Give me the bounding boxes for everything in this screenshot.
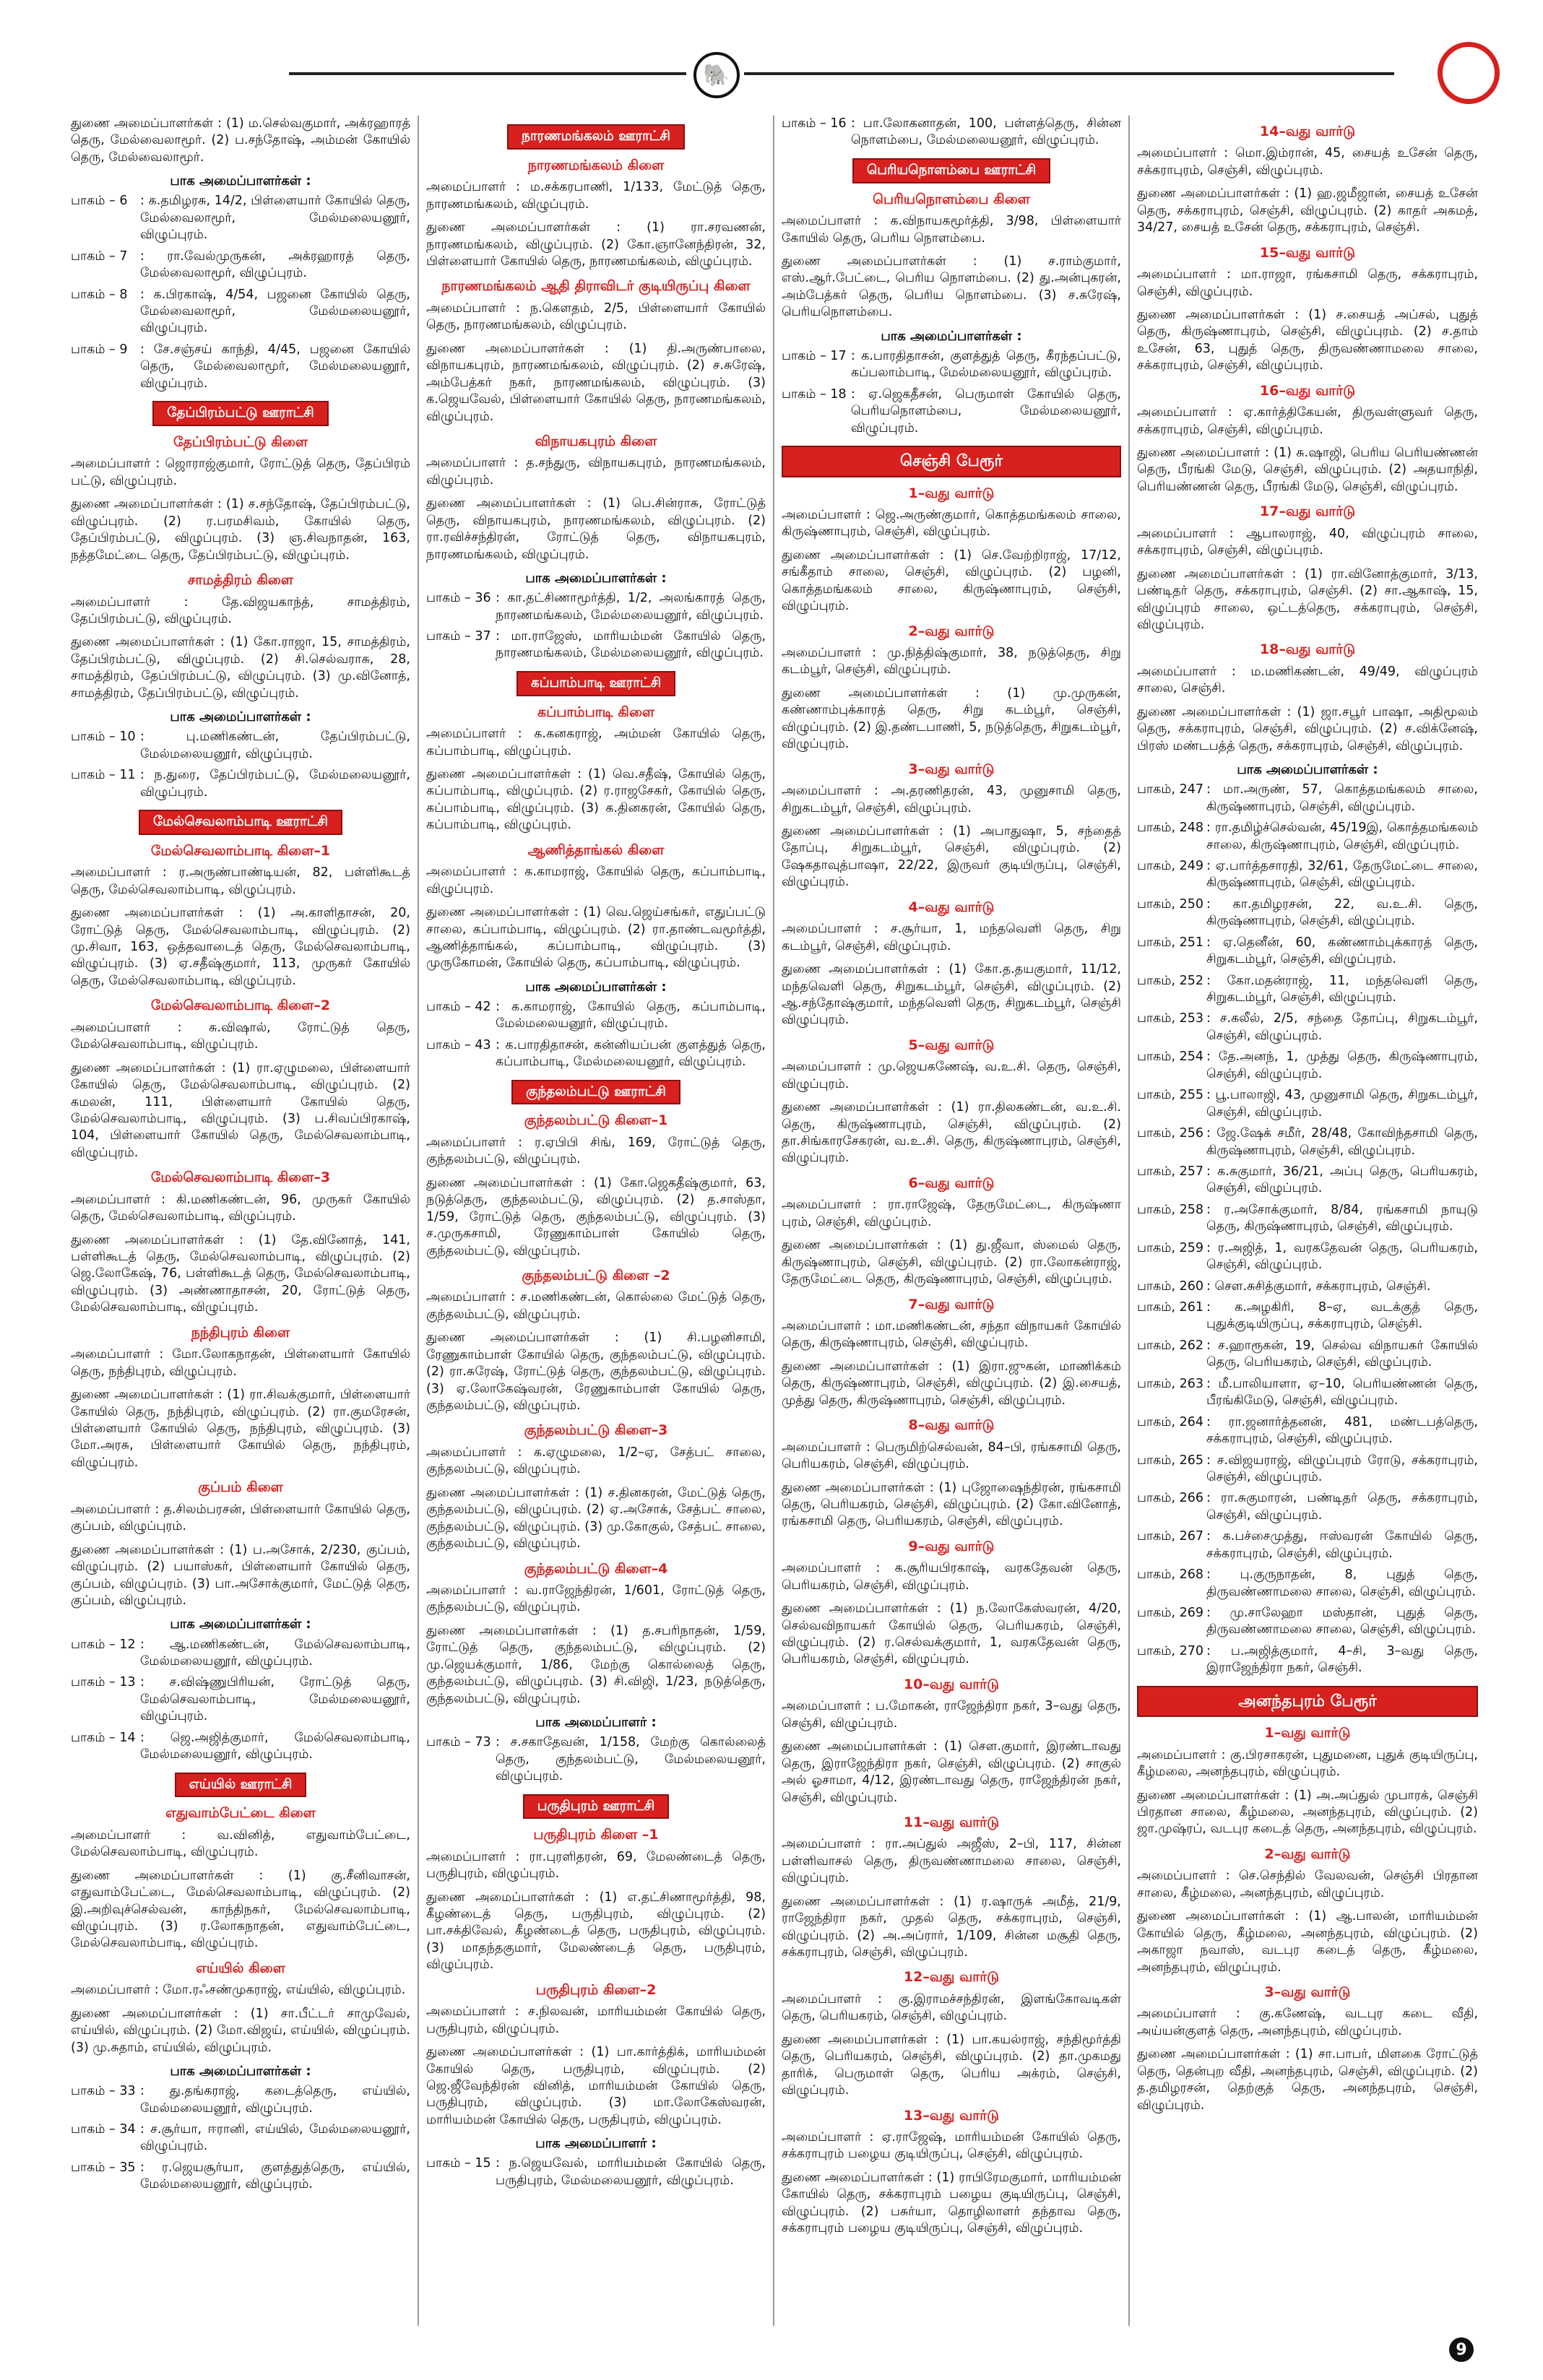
booth-row — [1137, 1164, 1478, 1198]
paragraph: அமைப்பாளர் : மு.ஜெயகணேஷ், வ.உ.சி. தெரு, செஞ்சி, விழுப்புரம். — [782, 1060, 1121, 1091]
booth-value: : ந.ஜெயவேல், மாரியம்மன் கோயில் தெரு, பருதிபுரம், மேல்மலையனூர், விழுப்புரம். — [496, 2156, 766, 2188]
booth-value: : மு.சாலேஹா மஸ்தான், புதுத் தெரு, திருவண்ணாமலை சாலை, செஞ்சி, விழுப்புரம். — [1206, 1606, 1478, 1637]
paragraph: துணை அமைப்பாளர்கள் : (1) புஜோஷைந்திரன், ரங்கசாமி தெரு, பெரியகரம், செஞ்சி, விழுப்புரம். (2) கோ.வினோத், ரங்கசாமி தெரு, பெரியகரம், செஞ்சி, விழுப்புரம். — [782, 1480, 1121, 1529]
paragraph: துணை அமைப்பாளர்கள் : (1) ச.தினகரன், மேட்டுத் தெரு, குந்தலம்பட்டு, விழுப்புரம். (2) ஏ.அசோக், சேத்பட் சாலை, குந்தலம்பட்டு, விழுப்புரம். (3) மு.கோகுல், சேத்பட் சாலை, குந்தலம்பட்டு, விழுப்புரம். — [426, 1485, 766, 1552]
booth-value: : ச.விஷ்ணுபிரியன், ரோட்டுத் தெரு, மேல்செவலாம்பாடி, மேல்மலையனூர், விழுப்புரம். — [140, 1675, 410, 1724]
booth-value: : மா.ராஜேஸ், மாரியம்மன் கோயில் தெரு, நாரணமங்கலம், மேல்மலையனூர், விழுப்புரம். — [496, 629, 766, 661]
panchayat-banner: நாரணமங்கலம் ஊராட்சி — [507, 124, 685, 150]
branch-heading: 7–வது வார்டு — [908, 1296, 995, 1312]
booth-value: : தே.அனந், 1, முத்து தெரு, கிருஷ்ணாபுரம், செஞ்சி, விழுப்புரம். — [1206, 1050, 1478, 1081]
booth-value: : பு.குருநாதன், 8, புதுத் தெரு, திருவண்ணாமலை சாலை, செஞ்சி, விழுப்புரம். — [1206, 1567, 1478, 1599]
booth-value: : ப.அஜித்குமார், 4–சி, 3–வது தெரு, இராஜேந்திரா நகர், செஞ்சி. — [1206, 1643, 1478, 1676]
booth-value: : து.தங்கராஜ், கடைத்தெரு, எய்யில், மேல்மலையனூர், விழுப்புரம். — [140, 2084, 410, 2116]
booth-row — [71, 2083, 410, 2117]
section-subheading: பாக அமைப்பாளர்கள் : — [525, 571, 667, 587]
elephant-emblem-icon: 🐘 — [693, 52, 740, 98]
section-subheading: பாக அமைப்பாளர்கள் : — [1237, 762, 1378, 778]
booth-value: : மீ.பாலியாளா, ஏ–10, பெரியண்ணன் தெரு, பீரங்கிமேடு, செஞ்சி, விழுப்புரம். — [1206, 1376, 1478, 1408]
paragraph: துணை அமைப்பாளர்கள் : (1) ச.ராம்குமார், எஸ்.ஆர்.பேட்டை, பெரிய நொளம்பை. (2) து.அன்புகரன், அம்பேத்கர் தெரு, பெரிய நொளம்பை. (3) ச.சுரேஷ், பெரியநொளம்பை. — [782, 254, 1121, 320]
booth-value: : பு.மணிகண்டன், தேப்பிரம்பட்டு, மேல்மலையனூர், விழுப்புரம். — [140, 730, 410, 761]
booth-label: பாகம், 257 — [1137, 1164, 1203, 1179]
panchayat-banner: அனந்தபுரம் பேரூர் — [1137, 1686, 1478, 1717]
booth-row — [71, 2121, 410, 2155]
booth-row — [71, 729, 410, 763]
paragraph: துணை அமைப்பாளர்கள் : (1) பா.கயல்ராஜ், சந்திமூர்த்தி தெரு, பெரியகரம், செஞ்சி, விழுப்புரம். (2) தா.முகமது தாரிக், பெருமாள் தெரு, பெரிய அக்ரம், செஞ்சி, விழுப்புரம். — [782, 2032, 1121, 2098]
paragraph: அமைப்பாளர் : க.சூரியபிரகாஷ், வரகதேவன் தெரு, பெரியகரம், செஞ்சி, விழுப்புரம். — [782, 1561, 1121, 1593]
paragraph: துணை அமைப்பாளர்கள் : (1) இரா.ஜுகன், மாணிக்கம் தெரு, கிருஷ்ணாபுரம், செஞ்சி, விழுப்புரம். (2) இ.சையத், முத்து தெரு, கிருஷ்ணாபுரம், செஞ்சி, விழுப்புரம். — [782, 1359, 1121, 1408]
booth-value: : ரா.சுகுமாரன், பண்டிதர் தெரு, சக்கராபுரம், செஞ்சி, விழுப்புரம். — [1206, 1491, 1478, 1523]
booth-row — [1137, 896, 1478, 930]
booth-label: பாகம் – 17 — [782, 348, 847, 363]
branch-heading: எதுவாம்பேட்டை கிளை — [165, 1805, 316, 1822]
paragraph: அமைப்பாளர் : ச.நிலவன், மாரியம்மன் கோயில் தெரு, பருதிபுரம், விழுப்புரம். — [426, 2004, 766, 2036]
booth-label: பாகம், 259 — [1137, 1240, 1203, 1255]
paragraph: துணை அமைப்பாளர்கள் : (1) கோ.ஜெகதீஷ்குமார், 63, நடுத்தெரு, குந்தலம்பட்டு, விழுப்புரம். (2) த.சாஸ்தா, 1/59, ரோட்டுத் தெரு, குந்தலம்பட்டு, விழுப்புரம். (3) ச.முருகசாமி, ரேணுகாம்பாள் கோயில் தெரு, குந்தலம்பட்டு, விழுப்புரம். — [426, 1175, 766, 1258]
header-rule-left — [289, 72, 686, 75]
booth-row — [426, 1037, 766, 1071]
booth-row — [1137, 1299, 1478, 1333]
booth-label: பாகம், 261 — [1137, 1300, 1203, 1315]
booth-row — [1137, 1338, 1478, 1372]
booth-row — [1137, 820, 1478, 854]
booth-label: பாகம் – 73 — [426, 1735, 491, 1750]
booth-row — [71, 1674, 410, 1725]
booth-label: பாகம் – 42 — [426, 999, 491, 1014]
paragraph: துணை அமைப்பாளர்கள் : (1) தே.வினோத், 141, பள்ளிகூடத் தெரு, மேல்செவலாம்பாடி, விழுப்புரம். (2) ஜெ.லோகேஷ், 76, பள்ளிகூடத் தெரு, மேல்செவலாம்பாடி, விழுப்புரம். (3) அண்ணாதாசன், 20, ரோட்டுத் தெரு, மேல்செவலாம்பாடி, விழுப்புரம். — [71, 1232, 410, 1315]
paragraph: அமைப்பாளர் : சு.விஷால், ரோட்டுத் தெரு, மேல்செவலாம்பாடி, விழுப்புரம். — [71, 1020, 410, 1052]
booth-value: : ர.அஜித், 1, வரகதேவன் தெரு, பெரியகரம், செஞ்சி, விழுப்புரம். — [1206, 1240, 1478, 1273]
branch-heading: 12–வது வார்டு — [903, 1969, 1000, 1986]
booth-row — [71, 342, 410, 392]
panchayat-banner: எய்யில் ஊராட்சி — [175, 1773, 307, 1798]
booth-label: பாகம் – 8 — [71, 287, 128, 302]
paragraph: அமைப்பாளர் : ஏ.கார்த்திகேயன், திருவள்ளுவர் தெரு, சக்கராபுரம், செஞ்சி, விழுப்புரம். — [1137, 405, 1478, 437]
paragraph: துணை அமைப்பாளர்கள் : (1) கோ.த.தயகுமார், 11/12, மந்தவெளி தெரு, சிறுகடம்பூர், செஞ்சி, விழுப்புரம். (2) ஆ.சந்தோஷ்குமார், மந்தவெளி தெரு, சிறுகடம்பூர், செஞ்சி விழுப்புரம். — [782, 962, 1121, 1028]
booth-value: : ஏ.ஜெகதீசன், பெருமாள் கோயில் தெரு, பெரியநொளம்பை, மேல்மலையனூர், விழுப்புரம். — [851, 386, 1121, 436]
booth-label: பாகம், 263 — [1137, 1376, 1203, 1391]
booth-label: பாகம், 265 — [1137, 1453, 1203, 1468]
booth-label: பாகம், 250 — [1137, 896, 1203, 912]
booth-value: : ச.ஹாரூகன், 19, செல்வ விநாயகர் கோயில் தெரு, பெரியகரம், செஞ்சி, விழுப்புரம். — [1206, 1338, 1478, 1370]
branch-heading: குந்தலம்பட்டு கிளை–4 — [524, 1560, 668, 1577]
booth-label: பாகம் – 12 — [71, 1637, 136, 1652]
booth-value: : கோ.மதன்ராஜ், 11, மந்தவெளி தெரு, சிறுகடம்பூர், செஞ்சி, விழுப்புரம். — [1206, 973, 1478, 1005]
booth-label: பாகம் – 13 — [71, 1675, 136, 1690]
paragraph: அமைப்பாளர் : மோ.லோகநாதன், பிள்ளையார் கோயில் தெரு, நந்திபுரம், விழுப்புரம். — [71, 1347, 410, 1379]
booth-label: பாகம் – 18 — [782, 386, 847, 402]
paragraph: துணை அமைப்பாளர்கள் : (1) ரா.சரவணன், நாரணமங்கலம், விழுப்புரம். (2) கோ.ஞானேந்திரன், 32, பிள்ளையார் கோயில் தெரு, நாரணமங்கலம், விழுப்புரம். — [426, 220, 766, 269]
booth-row — [71, 193, 410, 243]
booth-value: : ரா.தமிழ்ச்செல்வன், 45/19இ, கொத்தமங்கலம் சாலை, கிருஷ்ணாபுரம், செஞ்சி, விழுப்புரம். — [1206, 821, 1478, 852]
paragraph: துணை அமைப்பாளர்கள் : (1) எ.தட்சிணாமூர்த்தி, 98, கீழண்டைத் தெரு, பருதிபுரம், விழுப்புரம். (2) பா.சக்திவேல், கீழண்டைத் தெரு, பருதிபுரம், விழுப்புரம். (3) மாதந்தகுமார், மேலண்டைத் தெரு, பருதிபுரம், விழுப்புரம். — [426, 1890, 766, 1973]
paragraph: துணை அமைப்பாளர்கள் : (1) வெ.சதீஷ், கோயில் தெரு, கப்பாம்பாடி, விழுப்புரம். (2) ர.ராஜசேகர், கோயில் தெரு, கப்பாம்பாடி, விழுப்புரம். (3) க.தினகரன், கோயில் தெரு, கப்பாம்பாடி, விழுப்புரம். — [426, 766, 766, 833]
booth-value: : கா.தமிழரசன், 22, வ.உ.சி. தெரு, கிருஷ்ணாபுரம், செஞ்சி, விழுப்புரம். — [1206, 896, 1478, 929]
booth-value: : க.பிரகாஷ், 4/54, பஜனை கோயில் தெரு, மேல்வைலாமூர், மேல்மலையனூர், விழுப்புரம். — [140, 287, 410, 336]
paragraph: அமைப்பாளர் : ஜெ.அருண்குமார், கொத்தமங்கலம் சாலை, கிருஷ்ணாபுரம், செஞ்சி, விழுப்புரம். — [782, 507, 1121, 540]
booth-value: : பா.லோகனாதன், 100, பள்ளத்தெரு, சின்ன நொளம்பை, மேல்மலையனூர், விழுப்புரம். — [851, 116, 1121, 148]
branch-heading: நந்திபுரம் கிளை — [191, 1324, 290, 1341]
booth-value: : ச.சகாதேவன், 1/158, மேற்கு கொல்லைத் தெரு, குந்தலம்பட்டு, மேல்மலையனூர், விழுப்புரம். — [496, 1735, 766, 1784]
booth-row — [71, 1730, 410, 1764]
booth-value: : க.பச்சைமுத்து, ஈஸ்வரன் கோயில் தெரு, சக்கராபுரம், செஞ்சி, விழுப்புரம். — [1206, 1529, 1478, 1561]
page-header — [0, 0, 1543, 123]
booth-row — [782, 348, 1121, 382]
section-subheading: பாக அமைப்பாளர்கள் : — [525, 979, 667, 995]
panchayat-banner: கப்பாம்பாடி ஊராட்சி — [517, 671, 675, 696]
branch-heading: 1–வது வார்டு — [908, 485, 995, 501]
paragraph: அமைப்பாளர் : வ.வினித், எதுவாம்பேட்டை, மேல்செவலாம்பாடி, விழுப்புரம். — [71, 1827, 410, 1860]
booth-value: : க.காமராஜ், கோயில் தெரு, கப்பாம்பாடி, மேல்மலையனூர், விழுப்புரம். — [496, 999, 766, 1031]
paragraph: அமைப்பாளர் : செ.செந்தில் வேலவன், செஞ்சி பிரதான சாலை, கீழ்மலை, அனந்தபுரம், விழுப்புரம். — [1137, 1869, 1478, 1900]
section-subheading: பாக அமைப்பாளர்கள் : — [170, 1617, 311, 1632]
booth-row — [1137, 973, 1478, 1007]
booth-label: பாகம் – 33 — [71, 2084, 136, 2099]
booth-row — [1137, 1240, 1478, 1274]
branch-heading: 16–வது வார்டு — [1259, 382, 1356, 399]
paragraph: அமைப்பாளர் : க.காமராஜ், கோயில் தெரு, கப்பாம்பாடி, விழுப்புரம். — [426, 865, 766, 896]
branch-heading: 10–வது வார்டு — [903, 1676, 1000, 1692]
column-3 — [774, 116, 1130, 2326]
booth-row — [1137, 1567, 1478, 1601]
booth-row — [1137, 1490, 1478, 1524]
booth-value: : ச.விஜயராஜ், விழுப்புரம் ரோடு, சக்கராபுரம், செஞ்சி, விழுப்புரம். — [1206, 1453, 1478, 1484]
branch-heading: 14–வது வார்டு — [1259, 124, 1356, 139]
booth-label: பாகம், 262 — [1137, 1338, 1203, 1353]
paragraph: அமைப்பாளர் : ஜொராஜ்குமார், ரோட்டுத் தெரு, தேப்பிரம் பட்டு, விழுப்புரம். — [71, 456, 410, 488]
booth-row — [1137, 1087, 1478, 1121]
booth-label: பாகம் – 14 — [71, 1730, 136, 1745]
paragraph: துணை அமைப்பாளர்கள் : (1) ரா.வினோத்குமார், 3/13, பண்டிதர் தெரு, சக்கராபுரம், செஞ்சி. (2) சா.ஆகாஷ், 15, விழுப்புரம் சாலை, ஒட்டத்தெரு, சக்கராபுரம், செஞ்சி, விழுப்புரம். — [1137, 566, 1478, 632]
branch-heading: கப்பாம்பாடி கிளை — [537, 704, 655, 720]
section-subheading: பாக அமைப்பாளர்கள் : — [170, 2064, 311, 2080]
paragraph: அமைப்பாளர் : கு.இராமச்சந்திரன், இளங்கோவடிகள் தெரு, பெரியகரம், செஞ்சி, விழுப்புரம். — [782, 1991, 1121, 2024]
header-rule-right — [744, 72, 1394, 75]
paragraph: அமைப்பாளர் : ச.சூர்யா, 1, மந்தவெளி தெரு, சிறு கடம்பூர், செஞ்சி, விழுப்புரம். — [782, 922, 1121, 953]
paragraph: அமைப்பாளர் : ம.மணிகண்டன், 49/49, விழுப்புரம் சாலை, செஞ்சி. — [1137, 664, 1478, 696]
booth-row — [1137, 1453, 1478, 1487]
paragraph: துணை அமைப்பாளர்கள் : (1) த.சபரிநாதன், 1/59, ரோட்டுத் தெரு, குந்தலம்பட்டு, விழுப்புரம். (2) மு.ஜெயக்குமார், 1/86, மேற்கு கொல்லைத் தெரு, குந்தலம்பட்டு, விழுப்புரம். (3) சி.விஜி, 1/23, நடுத்தெரு, குந்தலம்பட்டு, விழுப்புரம். — [426, 1623, 766, 1706]
branch-heading: பருதிபுரம் கிளை –1 — [533, 1827, 659, 1843]
paragraph: துணை அமைப்பாளர்கள் : (1) ர.ஷாருக் அமீத், 21/9, ராஜேந்திரா நகர், முதல் தெரு, சக்கராபுரம், செஞ்சி, விழுப்புரம். (2) அ.அப்ரார், 1/109, சின்ன மசூதி தெரு, சக்கராபுரம், செஞ்சி, விழுப்புரம். — [782, 1894, 1121, 1960]
booth-label: பாகம், 267 — [1137, 1529, 1203, 1544]
booth-value: : ந.துரை, தேப்பிரம்பட்டு, மேல்மலையனூர், விழுப்புரம். — [140, 768, 410, 800]
branch-heading: நாரணமங்கலம் கிளை — [527, 157, 665, 173]
panchayat-banner: பருதிபுரம் ஊராட்சி — [523, 1794, 669, 1819]
branch-heading: 2–வது வார்டு — [1264, 1845, 1351, 1862]
paragraph: அமைப்பாளர் : பெருமிற்செல்வன், 84–பி, ரங்கசாமி தெரு, பெரியகரம், செஞ்சி, விழுப்புரம். — [782, 1440, 1121, 1472]
branch-heading: விநாயகபுரம் கிளை — [535, 433, 657, 449]
paragraph: துணை அமைப்பாளர்கள் : (1) தி.அருண்பாலை, விநாயகபுரம், நாரணமங்கலம், விழுப்புரம். (2) ச.சுரேஷ், அம்பேத்கர் நகர், நாரணமங்கலம், விழுப்புரம். (3) க.ஜெயவேல், பிள்ளையார் கோயில் தெரு, நாரணமங்கலம், விழுப்புரம். — [426, 341, 766, 424]
branch-heading: 1–வது வார்டு — [1264, 1725, 1351, 1741]
paragraph: அமைப்பாளர் : ஆபாலராஜ், 40, விழுப்புரம் சாலை, சக்கராபுரம், செஞ்சி, விழுப்புரம். — [1137, 526, 1478, 558]
branch-heading: 3–வது வார்டு — [908, 761, 995, 777]
section-subheading: பாக அமைப்பாளர்கள் : — [170, 173, 311, 189]
booth-label: பாகம் – 16 — [782, 116, 847, 131]
paragraph: அமைப்பாளர் : வ.ராஜேந்திரன், 1/601, ரோட்டுத் தெரு, குந்தலம்பட்டு, விழுப்புரம். — [426, 1583, 766, 1615]
booth-value: : மா.அருண், 57, கொத்தமங்கலம் சாலை, கிருஷ்ணாபுரம், செஞ்சி, விழுப்புரம். — [1206, 782, 1478, 814]
paragraph: துணை அமைப்பாளர்கள் : (1) அ.அப்துல் முபாரக், செஞ்சி பிரதான சாலை, கீழ்மலை, அனந்தபுரம், விழுப்புரம். (2) ஜா.முஷ்ரப், வடபுர கடைத் தெரு, அனந்தபுரம், விழுப்புரம். — [1137, 1788, 1478, 1837]
panchayat-banner: செஞ்சி பேரூர் — [782, 446, 1121, 477]
booth-row — [1137, 1011, 1478, 1044]
branch-heading: 4–வது வார்டு — [908, 899, 995, 915]
panchayat-banner: குந்தலம்பட்டு ஊராட்சி — [511, 1080, 680, 1105]
paragraph: துணை அமைப்பாளர்கள் : (1) பெ.சின்ராசு, ரோட்டுத் தெரு, விநாயகபுரம், நாரணமங்கலம், விழுப்புரம். (2) ரா.ரவிச்சந்திரன், ரோட்டுத் தெரு, விநாயகபுரம், நாரணமங்கலம், விழுப்புரம். — [426, 496, 766, 562]
paragraph: அமைப்பாளர் : கு.பிரசாகரன், புதுமனை, புதுக் குடியிருப்பு, கீழ்மலை, அனந்தபுரம், விழுப்புரம். — [1137, 1747, 1478, 1780]
paragraph: அமைப்பாளர் : ரா.அப்துல் அஜீஸ், 2–பி, 117, சின்ன பள்ளிவாசல் தெரு, திருவண்ணாமலை சாலை, செஞ்சி, விழுப்புரம். — [782, 1837, 1121, 1886]
booth-row — [1137, 858, 1478, 892]
branch-heading: எய்யில் கிளை — [196, 1960, 285, 1976]
booth-row — [1137, 1125, 1478, 1159]
paragraph: துணை அமைப்பாளர்கள் : (1) கு.சீனிவாசன், எதுவாம்பேட்டை, மேல்செவலாம்பாடி, விழுப்புரம். (2) இ.அறிவுச்செல்வன், காந்திநகர், மேல்செவலாம்பாடி, விழுப்புரம். (3) ர.லோகநாதன், எதுவாம்பேட்டை, மேல்செவலாம்பாடி, விழுப்புரம். — [71, 1868, 410, 1951]
booth-value: : பூ.பாலாஜி, 43, முனுசாமி தெரு, சிறுகடம்பூர், செஞ்சி, விழுப்புரம். — [1206, 1088, 1478, 1120]
page-number: 9 — [1449, 2337, 1474, 2362]
section-subheading: பாக அமைப்பாளர் : — [535, 1715, 657, 1731]
booth-label: பாகம் – 15 — [426, 2156, 491, 2171]
paragraph: துணை அமைப்பாளர்கள் : (1) ச.சந்தோஷ், தேப்பிரம்பட்டு, விழுப்புரம். (2) ர.பரமசிவம், கோயில் தெரு, தேப்பிரம்பட்டு, விழுப்புரம். (3) ஞ.சிவநாதன், 163, நத்தமேட்டை தெரு, தேப்பிரம்பட்டு, விழுப்புரம். — [71, 497, 410, 563]
paragraph: துணை அமைப்பாளர்கள் : (1) ரா.ஏழுமலை, பிள்ளையார் கோயில் தெரு, மேல்செவலாம்பாடி, விழுப்புரம். (2) கமலன், 111, பிள்ளையார் கோயில் தெரு, மேல்செவலாம்பாடி, விழுப்புரம். (3) ப.சிவப்பிரகாஷ், 104, பிள்ளையார் கோயில் தெரு, மேல்செவலாம்பாடி, விழுப்புரம். — [71, 1060, 410, 1160]
booth-label: பாகம் – 35 — [71, 2160, 136, 2175]
branch-heading: சாமத்திரம் கிளை — [187, 572, 294, 589]
paragraph: துணை அமைப்பாளர்கள் : (1) ராபிரேமகுமார், மாரியம்மன் கோயில் தெரு, சக்கராபுரம் பழைய குடியிருப்பு, செஞ்சி, விழுப்புரம். (2) பசுர்யா, தொழிலாளர் தந்தாவ தெரு, சக்கராபுரம் பழைய குடியிருப்பு, செஞ்சி, விழுப்புரம். — [782, 2170, 1121, 2236]
booth-label: பாகம், 251 — [1137, 935, 1203, 950]
paragraph: துணை அமைப்பாளர்கள் : (1) மு.முருகன், கண்ணாம்புக்காரத் தெரு, சிறு கடம்பூர், செஞ்சி, விழுப்புரம். (2) இ.தண்டபாணி, 5, நடுத்தெரு, சிறுகடம்பூர், விழுப்புரம். — [782, 685, 1121, 752]
section-subheading: பாக அமைப்பாளர்கள் : — [881, 328, 1022, 344]
article-columns — [64, 116, 1487, 2326]
booth-value: : க.பாரதிதாசன், குளத்துத் தெரு, கீரந்தப்பட்டு, கப்பலாம்பாடி, மேல்மலையனூர், விழுப்புரம். — [851, 348, 1121, 381]
branch-heading: குந்தலம்பட்டு கிளை–3 — [524, 1422, 668, 1439]
booth-label: பாகம் – 11 — [71, 768, 136, 783]
booth-row — [1137, 935, 1478, 969]
branch-heading: 3–வது வார்டு — [1264, 1983, 1351, 2000]
paragraph: அமைப்பாளர் : த.சந்துரு, விநாயகபுரம், நாரணமங்கலம், விழுப்புரம். — [426, 456, 766, 488]
booth-label: பாகம், 270 — [1137, 1643, 1203, 1658]
paragraph: அமைப்பாளர் : தே.விஜயகாந்த், சாமத்திரம், தேப்பிரம்பட்டு, விழுப்புரம். — [71, 594, 410, 626]
branch-heading: குந்தலம்பட்டு கிளை–1 — [524, 1112, 668, 1129]
paragraph: துணை அமைப்பாளர்கள் : (1) து.ஜீவா, ஸ்மைல் தெரு, கிருஷ்ணாபுரம், செஞ்சி, விழுப்புரம். (2) ரா.லோகன்ராஜ், தேருமேட்டை தெரு, கிருஷ்ணாபுரம், செஞ்சி, விழுப்புரம். — [782, 1238, 1121, 1287]
booth-value: : க.அழகிரி, 8–ஏ, வடக்குத் தெரு, புதுக்குடியிருப்பு, சக்கராபுரம், செஞ்சி. — [1206, 1300, 1478, 1332]
booth-value: : க.பாரதிதாசன், கன்னியப்பன் குளத்துத் தெரு, கப்பாம்பாடி, மேல்மலையனூர், விழுப்புரம். — [496, 1037, 766, 1070]
booth-row — [426, 1734, 766, 1785]
booth-row — [1137, 1605, 1478, 1639]
branch-heading: ஆணித்தாங்கல் கிளை — [527, 841, 665, 858]
branch-heading: மேல்செவலாம்பாடி கிளை–2 — [150, 998, 331, 1014]
branch-heading: மேல்செவலாம்பாடி கிளை–3 — [150, 1169, 331, 1186]
booth-row — [426, 628, 766, 662]
booth-label: பாகம், 249 — [1137, 858, 1203, 873]
booth-row — [71, 287, 410, 337]
branch-heading: 11–வது வார்டு — [903, 1814, 1000, 1830]
branch-heading: பருதிபுரம் கிளை–2 — [535, 1981, 657, 1998]
booth-value: : ரா.ஜனார்த்தனன், 481, மண்டபத்தெரு, சக்கராபுரம், செஞ்சி, விழுப்புரம். — [1206, 1414, 1478, 1447]
branch-heading: 9–வது வார்டு — [908, 1538, 995, 1554]
column-2 — [419, 116, 774, 2326]
branch-heading: 13–வது வார்டு — [903, 2107, 1000, 2124]
booth-row — [71, 767, 410, 801]
paragraph: அமைப்பாளர் : ஏ.ராஜேஷ், மாரியம்மன் கோயில் தெரு, சக்கராபுரம் பழைய குடியிருப்பு, செஞ்சி, விழுப்புரம். — [782, 2130, 1121, 2162]
booth-row — [1137, 1414, 1478, 1448]
booth-value: : ர.ஜெயசூர்யா, குளத்துத்தெரு, எய்யில், மேல்மலையனூர், விழுப்புரம். — [140, 2160, 410, 2192]
booth-label: பாகம், 264 — [1137, 1414, 1203, 1429]
booth-value: : ஜே.ஷேக் சமீர், 28/48, கோவிந்தசாமி தெரு, கிருஷ்ணாபுரம், செஞ்சி, விழுப்புரம். — [1206, 1126, 1478, 1158]
paragraph: துணை அமைப்பாளர்கள் : (1) ஜா.சபூர் பாஷா, அதிமூலம் தெரு, சக்கராபுரம், செஞ்சி, விழுப்புரம். (2) ச.விக்னேஷ், பிரஸ் மண்டபத்த் தெரு, சக்கராபுரம், செஞ்சி, விழுப்புரம். — [1137, 704, 1478, 753]
booth-value: : ரா.வேல்முருகன், அக்ரஹாரத் தெரு, மேல்வைலாமூர், விழுப்புரம். — [140, 248, 410, 281]
booth-label: பாகம், 269 — [1137, 1606, 1203, 1620]
booth-row — [1137, 1278, 1478, 1295]
paragraph: அமைப்பாளர் : க.கனகராஜ், அம்மன் கோயில் தெரு, கப்பாம்பாடி, விழுப்புரம். — [426, 727, 766, 758]
booth-label: பாகம், 266 — [1137, 1491, 1203, 1506]
branch-heading: பெரியநொளம்பை கிளை — [873, 191, 1030, 207]
paragraph: அமைப்பாளர் : மொ.இம்ரான், 45, சையத் உசேன் தெரு, சக்கராபுரம், செஞ்சி, விழுப்புரம். — [1137, 146, 1478, 178]
paragraph: துணை அமைப்பாளர்கள் : (1) ரா.திலகண்டன், வ.உ.சி. தெரு, கிருஷ்ணாபுரம், செஞ்சி, விழுப்புரம். (2) தா.சிங்காரசேகரன், வ.உ.சி. தெரு, கிருஷ்ணாபுரம், செஞ்சி, விழுப்புரம். — [782, 1100, 1121, 1166]
branch-heading: 17–வது வார்டு — [1259, 503, 1356, 520]
booth-label: பாகம், 252 — [1137, 973, 1203, 988]
paragraph: அமைப்பாளர் : ச.மணிகண்டன், கொல்லை மேட்டுத் தெரு, குந்தலம்பட்டு, விழுப்புரம். — [426, 1290, 766, 1322]
paragraph: துணை அமைப்பாளர்கள் : (1) கோ.ராஜா, 15, சாமத்திரம், தேப்பிரம்பட்டு, விழுப்புரம். (2) சி.செல்வராசு, 28, சாமத்திரம், தேப்பிரம்பட்டு, விழுப்புரம். (3) மு.வினோத், சாமத்திரம், தேப்பிரம்பட்டு, விழுப்புரம். — [71, 635, 410, 701]
paragraph: அமைப்பாளர் : மா.மணிகண்டன், சந்தா விநாயகர் கோயில் தெரு, கிருஷ்ணாபுரம், செஞ்சி, விழுப்புரம். — [782, 1318, 1121, 1351]
paragraph: துணை அமைப்பாளர்கள் : (1) சி.பழனிசாமி, ரேணுகாம்பாள் கோயில் தெரு, குந்தலம்பட்டு, விழுப்புரம். (2) ரா.சுரேஷ், ரோட்டுத் தெரு, குந்தலம்பட்டு, விழுப்புரம். (3) ஏ.லோகேஷ்வரன், ரேணுகாம்பாள் கோயில் தெரு, குந்தலம்பட்டு, விழுப்புரம். — [426, 1330, 766, 1414]
booth-row — [1137, 1376, 1478, 1410]
booth-label: பாகம், 260 — [1137, 1278, 1203, 1294]
booth-label: பாகம் – 43 — [426, 1037, 491, 1052]
booth-label: பாகம் – 9 — [71, 342, 128, 357]
paragraph: துணை அமைப்பாளர் : (1) சு.ஷாஜி, பெரிய பெரியண்ணன் தெரு, பீரங்கி மேடு, செஞ்சி, விழுப்புரம். (2) அதயாநிதி, பெரியண்ணன் தெரு, பீரங்கி மேடு, செஞ்சி, விழுப்புரம். — [1137, 446, 1478, 494]
booth-value: : ஆ.மணிகண்டன், மேல்செவலாம்பாடி, மேல்மலையனூர், விழுப்புரம். — [140, 1637, 410, 1669]
paragraph: துணை அமைப்பாளர்கள் : (1) ப.அசோக், 2/230, குப்பம், விழுப்புரம். (2) பயாஸ்கர், பிள்ளையார் கோயில் தெரு, குப்பம், விழுப்புரம். (3) பா.அசோக்குமார், மேட்டுத் தெரு, குப்பம், விழுப்புரம். — [71, 1542, 410, 1608]
branch-heading: 6–வது வார்டு — [908, 1174, 995, 1191]
booth-row — [1137, 1643, 1478, 1677]
booth-label: பாகம் – 34 — [71, 2122, 136, 2137]
column-1 — [64, 116, 419, 2326]
branch-heading: நாரணமங்கலம் ஆதி திராவிடர் குடியிருப்பு கிளை — [441, 278, 751, 295]
section-subheading: பாக அமைப்பாளர்கள் : — [170, 709, 311, 725]
booth-value: : சே.சஞ்சய் காந்தி, 4/45, பஜனை கோயில் தெரு, மேல்வைலாமூர், மேல்மலையனூர், விழுப்புரம். — [140, 342, 410, 391]
paragraph: அமைப்பாளர் : ம.சக்கரபாணி, 1/133, மேட்டுத் தெரு, நாரணமங்கலம், விழுப்புரம். — [426, 180, 766, 212]
panchayat-banner: பெரியநொளம்பை ஊராட்சி — [852, 158, 1050, 183]
paragraph: துணை அமைப்பாளர்கள் : (1) சா.பாபர், மிளகை ரோட்டுத் தெரு, தென்புற வீதி, அனந்தபுரம், செஞ்சி, விழுப்புரம். (2) த.தமிழரசன், தெற்குத் தெரு, அனந்தபுரம், செஞ்சி, விழுப்புரம். — [1137, 2047, 1478, 2113]
booth-label: பாகம், 254 — [1137, 1050, 1203, 1065]
paragraph: அமைப்பாளர் : ரா.புரளிதரன், 69, மேலண்டைத் தெரு, பருதிபுரம், விழுப்புரம். — [426, 1849, 766, 1882]
branch-heading: குந்தலம்பட்டு கிளை –2 — [522, 1267, 670, 1284]
booth-value: : க.சுகுமார், 36/21, அப்பு தெரு, பெரியகரம், செஞ்சி, விழுப்புரம். — [1206, 1164, 1478, 1196]
booth-value: : கா.தட்சிணாமூர்த்தி, 1/2, அலங்காரத் தெரு, நாரணமங்கலம், மேல்மலையனூர், விழுப்புரம். — [496, 591, 766, 623]
branch-heading: 8–வது வார்டு — [908, 1417, 995, 1434]
booth-label: பாகம், 247 — [1137, 782, 1203, 797]
column-4 — [1130, 116, 1485, 2326]
paragraph: அமைப்பாளர் : ரா.ராஜேஷ், தேருமேட்டை, கிருஷ்ணா புரம், செஞ்சி, விழுப்புரம். — [782, 1198, 1121, 1229]
booth-row — [71, 2160, 410, 2194]
booth-row — [1137, 1528, 1478, 1562]
paragraph: அமைப்பாளர் : மா.ராஜா, ரங்கசாமி தெரு, சக்கராபுரம், செஞ்சி, விழுப்புரம். — [1137, 267, 1478, 299]
branch-heading: தேப்பிரம்பட்டு கிளை — [173, 434, 308, 451]
booth-value: : ஜெ.அஜித்குமார், மேல்செவலாம்பாடி, மேல்மலையனூர், விழுப்புரம். — [140, 1730, 410, 1762]
paragraph: துணை அமைப்பாளர்கள் : (1) ச.சையத் அப்சல், புதுத் தெரு, கிருஷ்ணாபுரம், செஞ்சி, விழுப்புரம். (2) ச.தாம் உசேன், 63, புதுத் தெரு, திருவண்ணாமலை சாலை, சக்கராபுரம், செஞ்சி, விழுப்புரம். — [1137, 307, 1478, 373]
booth-label: பாகம், 258 — [1137, 1202, 1203, 1217]
paragraph: அமைப்பாளர் : க.ஏழுமலை, 1/2–ஏ, சேத்பட் சாலை, குந்தலம்பட்டு, விழுப்புரம். — [426, 1445, 766, 1477]
booth-row — [71, 1637, 410, 1671]
booth-row — [1137, 1202, 1478, 1236]
paragraph: துணை அமைப்பாளர்கள் : (1) ரா.சிவக்குமார், பிள்ளையார் கோயில் தெரு, நந்திபுரம், விழுப்புரம். (2) ரா.குமரேசன், பிள்ளையார் கோயில் தெரு, நந்திபுரம், விழுப்புரம். (3) மோ.அரசு, பிள்ளையார் கோயில் தெரு, நந்திபுரம், விழுப்புரம். — [71, 1388, 410, 1470]
paragraph: அமைப்பாளர் : கு.கணேஷ், வடபுர கடை வீதி, அய்யன்குளத் தெரு, அனந்தபுரம், விழுப்புரம். — [1137, 2007, 1478, 2038]
paragraph: அமைப்பாளர் : க.விநாயகமூர்த்தி, 3/98, பிள்ளையார் கோயில் தெரு, பெரிய நொளம்பை. — [782, 214, 1121, 246]
paragraph: அமைப்பாளர் : ப.மோகன், ராஜேந்திரா நகர், 3–வது தெரு, செஞ்சி, விழுப்புரம். — [782, 1699, 1121, 1731]
booth-row — [1137, 782, 1478, 815]
booth-label: பாகம், 268 — [1137, 1567, 1203, 1583]
red-ring-icon — [1438, 42, 1500, 104]
booth-value: : ர.அசோக்குமார், 8/84, ரங்கசாமி நாயுடு தெரு, கிருஷ்ணாபுரம், செஞ்சி, விழுப்புரம். — [1206, 1202, 1478, 1234]
paragraph: துணை அமைப்பாளர்கள் : (1) அ.காளிதாசன், 20, ரோட்டுத் தெரு, மேல்செவலாம்பாடி, விழுப்புரம். (2) மு.சிவா, 163, ஒத்தவாடைத் தெரு, மேல்செவலாம்பாடி, விழுப்புரம். (3) ஏ.சதீஷ்குமார், 113, முருகர் கோயில் தெரு, மேல்செவலாம்பாடி, விழுப்புரம். — [71, 906, 410, 988]
booth-label: பாகம், 253 — [1137, 1011, 1203, 1026]
paragraph: துணை அமைப்பாளர்கள் : (1) ம.செல்வகுமார், அக்ரஹாரத் தெரு, மேல்வைலாமூர். (2) ப.சந்தோஷ், அம்மன் கோயில் தெரு, மேல்வைலாமூர். — [71, 116, 410, 165]
booth-label: பாகம், 248 — [1137, 821, 1203, 836]
paragraph: துணை அமைப்பாளர்கள் : (1) பா.கார்த்திக், மாரியம்மன் கோயில் தெரு, பருதிபுரம், விழுப்புரம். (2) ஜெ.ஜீவேந்திரன் வினித், மாரியம்மன் கோயில் தெரு, பருதிபுரம், விழுப்புரம். (3) மா.லோகேஸ்வரன், மாரியம்மன் கோயில் தெரு, பருதிபுரம், விழுப்புரம். — [426, 2045, 766, 2127]
booth-label: பாகம் – 36 — [426, 591, 491, 606]
booth-label: பாகம் – 37 — [426, 629, 491, 644]
paragraph: துணை அமைப்பாளர்கள் : (1) ஹ.ஜமீஜான், சையத் உசேன் தெரு, சக்கராபுரம், செஞ்சி, விழுப்புரம். (2) காதர் அகமத், 34/27, சையத் உசேன் தெரு, சக்கராபுரம், செஞ்சி. — [1137, 186, 1478, 235]
booth-value: : க.தமிழரசு, 14/2, பிள்ளையார் கோயில் தெரு, மேல்வைலாமூர், மேல்மலையனூர், விழுப்புரம். — [140, 194, 410, 243]
paragraph: துணை அமைப்பாளர்கள் : (1) வெ.ஜெய்சங்கர், எதுப்பட்டு சாலை, கப்பாம்பாடி, விழுப்புரம். (2) ரா.தாண்டவமூர்த்தி, ஆணித்தாங்கல், கப்பாம்பாடி, விழுப்புரம். (3) முருகோமன், கோயில் தெரு, கப்பாம்பாடி, விழுப்புரம். — [426, 905, 766, 971]
paragraph: துணை அமைப்பாளர்கள் : (1) ஆ.பாலன், மாரியம்மன் கோயில் தெரு, கீழ்மலை, அனந்தபுரம், விழுப்புரம். (2) அகாஜா நவாஸ், வடபுர கடைத் தெரு, கீழ்மலை, அனந்தபுரம், விழுப்புரம். — [1137, 1909, 1478, 1975]
booth-value: : ஏ.பார்த்தசாரதி, 32/61, தேருமேட்டை சாலை, கிருஷ்ணாபுரம், செஞ்சி, விழுப்புரம். — [1206, 858, 1478, 891]
booth-value: : செள.சுசித்குமார், சக்கராபுரம், செஞ்சி. — [1206, 1278, 1431, 1294]
booth-row — [782, 386, 1121, 437]
booth-value: : ஏ.தெனீன், 60, கண்ணாம்புக்காரத் தெரு, சிறுகடம்பூர், செஞ்சி, விழுப்புரம். — [1206, 935, 1478, 967]
paragraph: அமைப்பாளர் : த.சிலம்பரசன், பிள்ளையார் கோயில் தெரு, குப்பம், விழுப்புரம். — [71, 1502, 410, 1534]
paragraph: அமைப்பாளர் : ந.கௌதம், 2/5, பிள்ளையார் கோயில் தெரு, நாரணமங்கலம், விழுப்புரம். — [426, 300, 766, 333]
paragraph: துணை அமைப்பாளர்கள் : (1) செள.குமார், இரண்டாவது தெரு, இராஜேந்திரா நகர், செஞ்சி, விழுப்புரம். (2) சாகுல் அல் ஓசாமா, 4/12, இரண்டாவது தெரு, ராஜேந்திரன் நகர், செஞ்சி, விழுப்புரம். — [782, 1739, 1121, 1805]
booth-value: : ச.சூர்யா, ஈரானி, எய்யில், மேல்மலையனூர், விழுப்புரம். — [140, 2122, 410, 2154]
booth-label: பாகம் – 6 — [71, 194, 128, 209]
booth-value: : ச.கலீல், 2/5, சந்தை தோப்பு, சிறுகடம்பூர், செஞ்சி, விழுப்புரம். — [1206, 1011, 1478, 1043]
section-subheading: பாக அமைப்பாளர் : — [535, 2136, 657, 2152]
branch-heading: 5–வது வார்டு — [908, 1037, 995, 1053]
branch-heading: 18–வது வார்டு — [1259, 641, 1356, 658]
panchayat-banner: தேப்பிரம்பட்டு ஊராட்சி — [152, 401, 328, 426]
booth-label: பாகம், 255 — [1137, 1088, 1203, 1103]
paragraph: அமைப்பாளர் : மு.நித்திஷ்குமார், 38, நடுத்தெரு, சிறு கடம்பூர், செஞ்சி, விழுப்புரம். — [782, 646, 1121, 678]
paragraph: அமைப்பாளர் : கி.மணிகண்டன், 96, முருகர் கோயில் தெரு, மேல்செவலாம்பாடி, விழுப்புரம். — [71, 1192, 410, 1224]
paragraph: துணை அமைப்பாளர்கள் : (1) ந.லோகேஸ்வரன், 4/20, செல்வவிநாயகர் கோயில் தெரு, பெரியகரம், செஞ்சி, விழுப்புரம். (2) ர.செல்வக்குமார், 1, வரகதேவன் தெரு, பெரியகரம், செஞ்சி, விழுப்புரம். — [782, 1601, 1121, 1667]
paragraph: அமைப்பாளர் : ர.ஏபிபி சிங், 169, ரோட்டுத் தெரு, குந்தலம்பட்டு, விழுப்புரம். — [426, 1135, 766, 1167]
booth-row — [426, 2155, 766, 2189]
booth-row — [71, 248, 410, 282]
paragraph: அமைப்பாளர் : மோ.ரஃசண்முகராஜ், எய்யில், விழுப்புரம். — [71, 1983, 406, 1998]
paragraph: துணை அமைப்பாளர்கள் : (1) செ.வேற்றிராஜ், 17/12, சங்கீதாம் சாலை, செஞ்சி, விழுப்புரம். (2) பழனி, கொத்தமங்கலம் சாலை, கிருஷ்ணாபுரம், செஞ்சி, விழுப்புரம். — [782, 548, 1121, 614]
booth-label: பாகம் – 7 — [71, 248, 128, 264]
paragraph: அமைப்பாளர் : ர.அருண்பாண்டியன், 82, பள்ளிகூடத் தெரு, மேல்செவலாம்பாடி, விழுப்புரம். — [71, 865, 410, 897]
booth-label: பாகம், 256 — [1137, 1126, 1203, 1141]
booth-row — [782, 116, 1121, 150]
branch-heading: 2–வது வார்டு — [908, 623, 995, 639]
panchayat-banner: மேல்செவலாம்பாடி ஊராட்சி — [139, 810, 342, 835]
paragraph: துணை அமைப்பாளர்கள் : (1) அபாதுஷா, 5, சந்தைத் தோப்பு, சிறுகடம்பூர், செஞ்சி, விழுப்புரம். (2) ஷேகதாவுத்பாஷா, 22/22, இருவர் குடியிருப்பு, செஞ்சி, விழுப்புரம். — [782, 823, 1121, 890]
branch-heading: 15–வது வார்டு — [1259, 244, 1356, 261]
branch-heading: குப்பம் கிளை — [198, 1479, 283, 1496]
paragraph: துணை அமைப்பாளர்கள் : (1) சா.பீட்டர் சாமுவேல், எய்யில், விழுப்புரம். (2) மோ.விஜய், எய்யில், விழுப்புரம். (3) மு.சுதாம், எய்யில், விழுப்புரம். — [71, 2006, 410, 2055]
booth-row — [426, 590, 766, 624]
booth-label: பாகம் – 10 — [71, 730, 136, 745]
booth-row — [426, 999, 766, 1033]
booth-row — [1137, 1049, 1478, 1083]
branch-heading: மேல்செவலாம்பாடி கிளை–1 — [150, 842, 331, 859]
paragraph: அமைப்பாளர் : அ.தரணிதரன், 43, முனுசாமி தெரு, சிறுகடம்பூர், செஞ்சி, விழுப்புரம். — [782, 784, 1121, 815]
